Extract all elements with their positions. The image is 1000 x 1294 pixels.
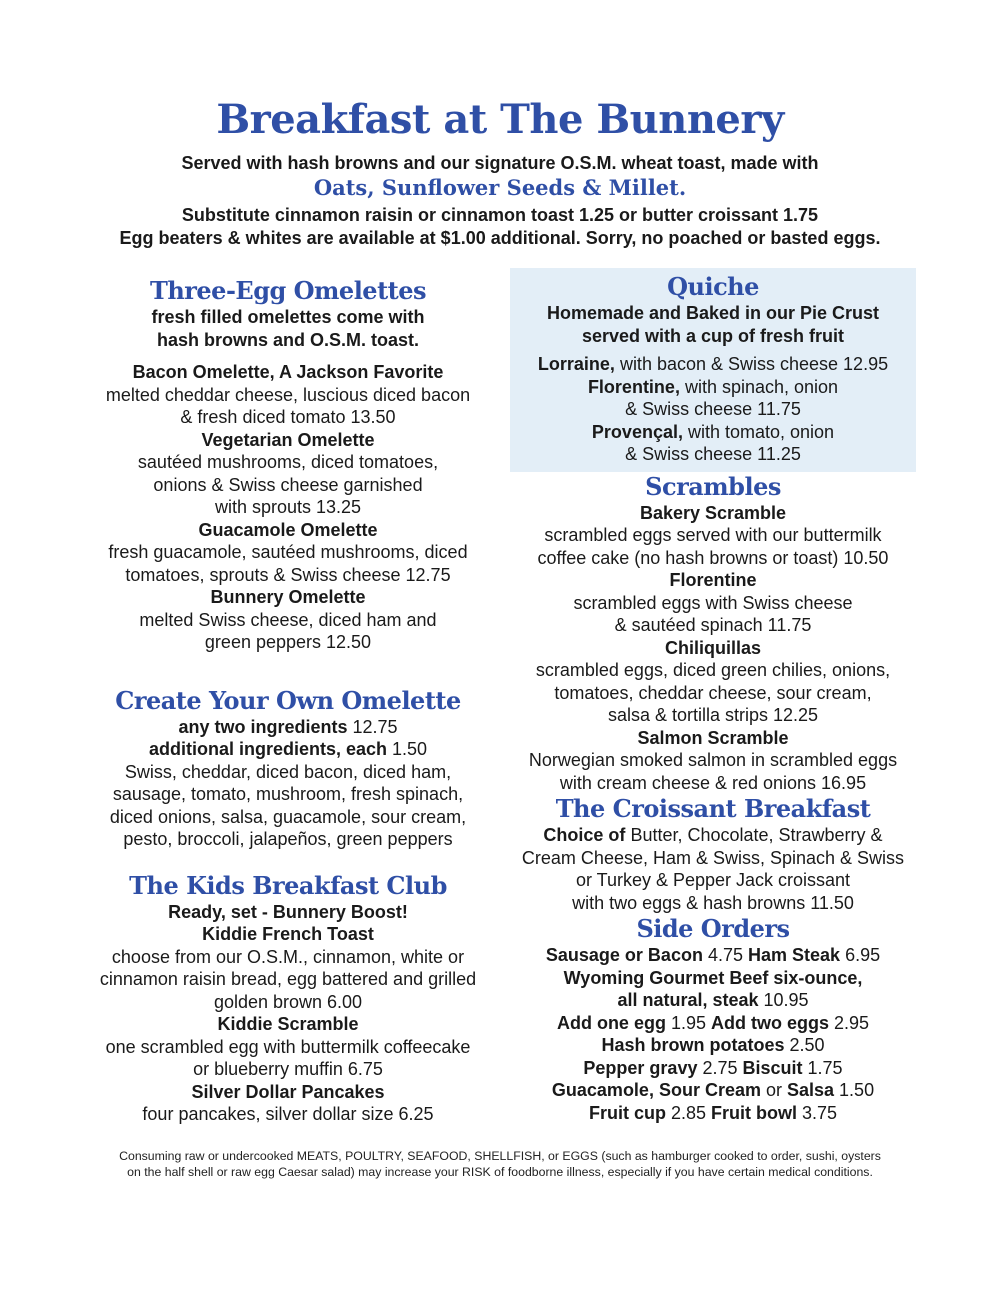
croissant-desc: or Turkey & Pepper Jack croissant: [575, 870, 851, 890]
section-title-sides: Side Orders: [636, 914, 790, 943]
quiche-item: [510, 376, 916, 399]
header-line-osm: Oats, Sunflower Seeds & Millet.: [313, 175, 687, 200]
menu-item-desc: tomatoes, sprouts & Swiss cheese 12.75: [125, 564, 451, 585]
header-line-egg-beaters: Egg beaters & whites are available at $1.00 additional. Sorry, no poached or basted eggs.: [119, 228, 881, 248]
menu-item-desc: Norwegian smoked salmon in scrambled eggs: [528, 750, 898, 770]
croissant-label: Choice of: [543, 825, 626, 845]
section-title-create: Create Your Own Omelette: [115, 685, 461, 715]
menu-item-name: Bakery Scramble: [639, 502, 787, 523]
quiche-desc: with spinach, onion: [679, 376, 839, 397]
side-name: Sausage or Bacon: [545, 945, 703, 965]
create-ingredients: diced onions, salsa, guacamole, sour cream,: [109, 806, 467, 827]
menu-item-desc: cinnamon raisin bread, egg battered and grilled: [99, 969, 477, 989]
quiche-intro: Homemade and Baked in our Pie Crust: [546, 303, 880, 323]
menu-item-name: Guacamole Omelette: [198, 519, 378, 540]
kids-tagline: Ready, set - Bunnery Boost!: [168, 901, 408, 922]
side-name: Wyoming Gourmet Beef six-ounce,: [563, 967, 863, 988]
menu-item-desc: melted cheddar cheese, luscious diced bacon: [105, 384, 471, 405]
header-line-substitute: Substitute cinnamon raisin or cinnamon toast 1.25 or butter croissant 1.75: [181, 205, 819, 225]
quiche-desc: with tomato, onion: [682, 421, 835, 442]
menu-item-desc: melted Swiss cheese, diced ham and: [139, 609, 437, 630]
side-price: 2.85: [665, 1102, 711, 1123]
side-price: 10.95: [758, 990, 809, 1010]
menu-item-desc: salsa & tortilla strips 12.25: [607, 705, 819, 725]
side-price: 2.95: [829, 1012, 870, 1033]
side-name: Hash brown potatoes: [601, 1035, 785, 1055]
menu-item-desc: with cream cheese & red onions 16.95: [559, 772, 867, 793]
menu-item-desc: fresh guacamole, sautéed mushrooms, diced: [108, 542, 468, 562]
food-safety-disclaimer: [0, 1148, 1000, 1180]
menu-item-desc: scrambled eggs, diced green chilies, onions,: [535, 660, 891, 680]
menu-item-name: Chiliquillas: [664, 637, 761, 658]
create-label: any two ingredients: [178, 716, 348, 737]
side-name: Guacamole, Sour Cream: [551, 1080, 761, 1100]
side-price: 4.75: [702, 945, 748, 965]
side-line: [510, 1012, 916, 1035]
menu-item-name: Bacon Omelette, A Jackson Favorite: [132, 362, 444, 382]
side-price: 2.50: [784, 1035, 825, 1055]
quiche-item: [510, 421, 916, 444]
side-name: Add two eggs: [711, 1012, 829, 1033]
side-line: [510, 1079, 916, 1102]
croissant-desc: with two eggs & hash browns 11.50: [572, 892, 854, 913]
side-line: [510, 944, 916, 967]
section-title-quiche: Quiche: [667, 272, 759, 301]
menu-item-desc: scrambled eggs with Swiss cheese: [573, 592, 853, 613]
create-price: 12.75: [347, 716, 398, 737]
menu-item-name: Florentine: [669, 570, 757, 590]
section-title-omelettes: Three-Egg Omelettes: [149, 276, 427, 305]
create-price: 1.50: [387, 739, 428, 759]
menu-item-name: Vegetarian Omelette: [201, 429, 375, 450]
side-name: Salsa: [787, 1080, 835, 1100]
quiche-item: [510, 353, 916, 376]
left-column: [88, 276, 488, 1126]
side-price: 6.95: [840, 945, 881, 965]
menu-item-desc: coffee cake (no hash browns or toast) 10.50: [537, 547, 889, 568]
quiche-name: Florentine,: [587, 376, 680, 397]
menu-item-name: Kiddie French Toast: [202, 924, 374, 944]
quiche-desc: & Swiss cheese 11.75: [625, 399, 801, 419]
section-title-croissant: The Croissant Breakfast: [555, 794, 871, 823]
menu-title: Breakfast at The Bunnery: [216, 96, 784, 143]
create-label: additional ingredients, each: [148, 739, 387, 759]
menu-item-desc: or blueberry muffin 6.75: [193, 1059, 383, 1079]
menu-item-desc: four pancakes, silver dollar size 6.25: [142, 1104, 434, 1124]
create-ingredients: sausage, tomato, mushroom, fresh spinach,: [112, 784, 464, 804]
disclaimer-line: Consuming raw or undercooked MEATS, POULTRY, SEAFOOD, SHELLFISH, or EGGS (such as hamburger cooked to order, sushi, oysters: [119, 1149, 881, 1163]
right-column: [510, 268, 916, 1124]
side-name: Add one egg: [556, 1012, 666, 1033]
menu-item-desc: onions & Swiss cheese garnished: [153, 474, 423, 495]
side-price: 1.75: [802, 1057, 843, 1078]
side-connector: or: [760, 1080, 787, 1100]
menu-item-desc: with sprouts 13.25: [214, 497, 362, 517]
quiche-desc: with bacon & Swiss cheese 12.95: [614, 354, 889, 374]
quiche-name: Provençal,: [591, 421, 683, 442]
menu-item-name: Silver Dollar Pancakes: [191, 1081, 385, 1102]
side-price: 3.75: [796, 1102, 838, 1123]
create-line: [88, 738, 488, 761]
section-title-kids: The Kids Breakfast Club: [129, 870, 447, 900]
menu-item-desc: golden brown 6.00: [213, 991, 363, 1012]
side-name: Biscuit: [742, 1057, 803, 1078]
croissant-line: [510, 824, 916, 847]
quiche-desc: & Swiss cheese 11.25: [625, 444, 801, 464]
menu-item-desc: sautéed mushrooms, diced tomatoes,: [137, 452, 439, 472]
menu-item-desc: tomatoes, cheddar cheese, sour cream,: [554, 682, 872, 703]
croissant-desc: Butter, Chocolate, Strawberry &: [625, 825, 883, 845]
quiche-intro: served with a cup of fresh fruit: [581, 325, 845, 346]
omelettes-intro: fresh filled omelettes come with: [151, 307, 425, 327]
section-title-scrambles: Scrambles: [645, 471, 781, 501]
side-price: 1.50: [834, 1080, 875, 1100]
croissant-desc: Cream Cheese, Ham & Swiss, Spinach & Swiss: [521, 847, 905, 868]
quiche-box: [510, 268, 916, 472]
side-line: [510, 1102, 916, 1125]
side-price: 2.75: [697, 1057, 743, 1078]
side-name: all natural, steak: [617, 990, 759, 1010]
create-ingredients: pesto, broccoli, jalapeños, green peppers: [123, 829, 453, 849]
menu-item-desc: scrambled eggs served with our buttermilk: [544, 525, 882, 545]
side-name: Fruit bowl: [711, 1102, 797, 1123]
side-name: Ham Steak: [748, 945, 841, 965]
create-ingredients: Swiss, cheddar, diced bacon, diced ham,: [124, 761, 452, 782]
side-name: Pepper gravy: [583, 1057, 698, 1078]
menu-item-desc: & sautéed spinach 11.75: [614, 615, 812, 635]
quiche-name: Lorraine,: [537, 354, 615, 374]
menu-item-name: Kiddie Scramble: [217, 1014, 359, 1034]
menu-item-desc: one scrambled egg with buttermilk coffeecake: [105, 1036, 471, 1057]
side-line: [510, 1034, 916, 1057]
side-line: [510, 989, 916, 1012]
menu-item-name: Salmon Scramble: [637, 727, 789, 748]
omelettes-intro: hash browns and O.S.M. toast.: [156, 329, 420, 350]
side-name: Fruit cup: [588, 1102, 666, 1123]
create-line: [88, 716, 488, 739]
menu-item-desc: choose from our O.S.M., cinnamon, white or: [111, 946, 465, 967]
side-line: [510, 1057, 916, 1080]
side-price: 1.95: [665, 1012, 711, 1033]
disclaimer-line: on the half shell or raw egg Caesar salad) may increase your RISK of foodborne illness, especially if you have certain medical conditions.: [127, 1165, 873, 1179]
menu-item-name: Bunnery Omelette: [210, 587, 366, 607]
menu-item-desc: & fresh diced tomato 13.50: [180, 407, 396, 427]
header-line-toast: Served with hash browns and our signature O.S.M. wheat toast, made with: [181, 153, 819, 173]
menu-item-desc: green peppers 12.50: [204, 632, 372, 652]
